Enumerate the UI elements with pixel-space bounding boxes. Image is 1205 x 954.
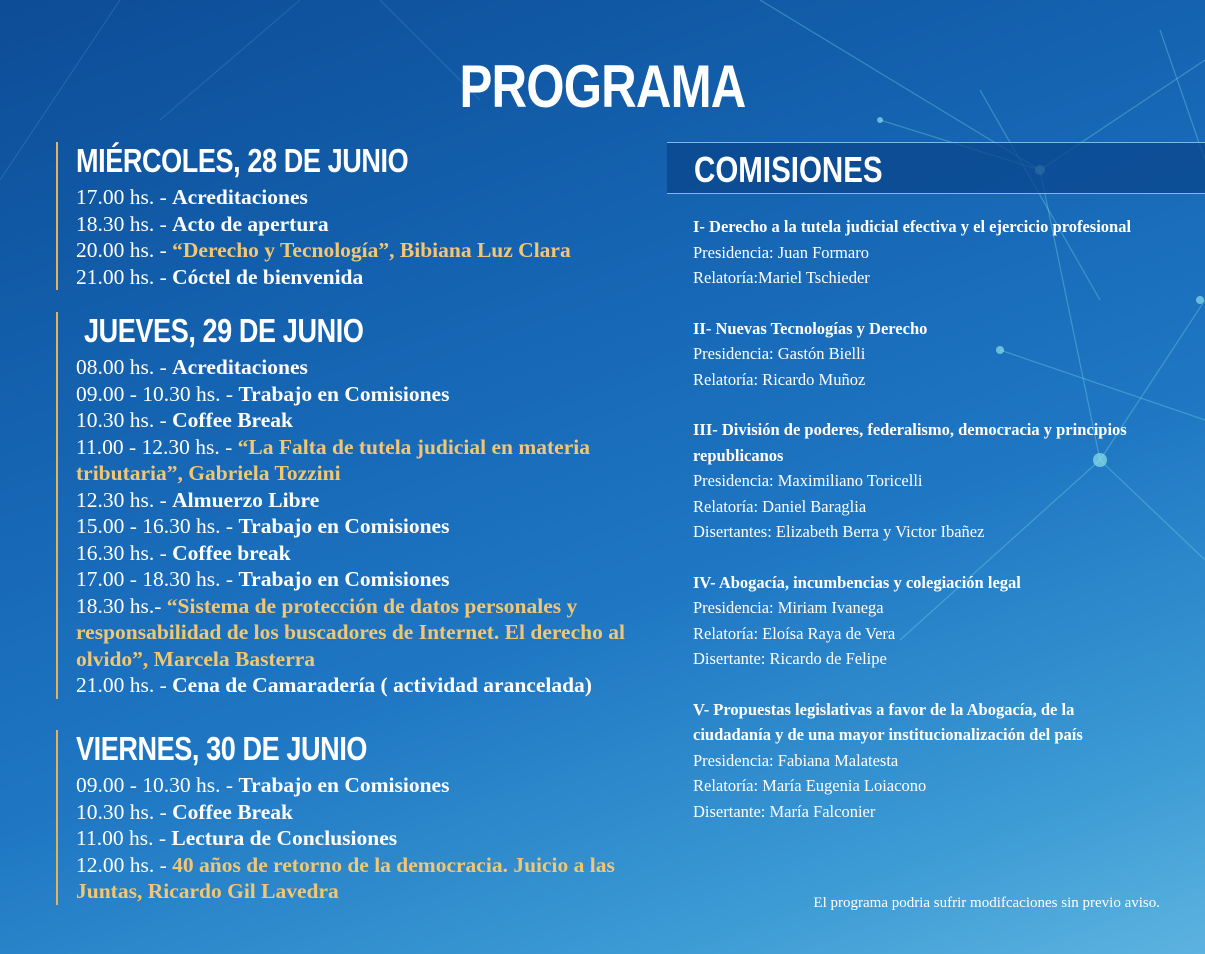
- schedule-activity: Trabajo en Comisiones: [238, 567, 450, 591]
- schedule-activity: “La Falta de tutela judicial en materia tributaria”, Gabriela Tozzini: [76, 434, 590, 485]
- schedule-activity: Trabajo en Comisiones: [238, 773, 450, 797]
- schedule-activity: Coffee Break: [172, 408, 293, 432]
- schedule-item: [76, 237, 636, 264]
- schedule-time: 11.00 hs. -: [76, 826, 172, 850]
- schedule-item: [76, 772, 636, 799]
- schedule-item: [76, 566, 636, 593]
- schedule-activity: Acreditaciones: [172, 355, 308, 379]
- comision-title: II- Nuevas Tecnologías y Derecho: [693, 318, 928, 338]
- schedule-time: 12.00 hs. -: [76, 852, 173, 877]
- comision-title: I- Derecho a la tutela judicial efectiva y el ejercicio profesional: [693, 217, 1132, 236]
- schedule-time: 11.00 - 12.30 hs. -: [76, 434, 238, 459]
- disclaimer-note: El programa podria sufrir modifcaciones sin previo aviso.: [813, 895, 1160, 911]
- schedule-time: 17.00 hs. -: [76, 185, 173, 209]
- schedule-activity: “Derecho y Tecnología”, Bibiana Luz Clara: [172, 238, 571, 262]
- comision-detail: Presidencia: Fabiana Malatesta: [693, 750, 899, 770]
- schedule-time: 10.30 hs. -: [76, 408, 173, 432]
- schedule-item: [76, 211, 636, 238]
- comision-detail: Presidencia: Juan Formaro: [693, 242, 869, 262]
- schedule-time: 17.00 - 18.30 hs. -: [76, 567, 239, 591]
- schedule-activity: Trabajo en Comisiones: [238, 381, 450, 406]
- comision-item: [693, 417, 1133, 545]
- comision-item: [693, 214, 1133, 291]
- page-title: PROGRAMA: [459, 53, 746, 120]
- schedule-list: [76, 354, 636, 699]
- schedule-activity: 40 años de retorno de la democracia. Juicio a las Juntas, Ricardo Gil Lavedra: [76, 852, 615, 903]
- schedule-item: [76, 513, 636, 540]
- comision-detail: Relatoría: Daniel Baraglia: [693, 496, 867, 516]
- comision-detail: Presidencia: Maximiliano Toricelli: [693, 471, 923, 490]
- schedule-time: 15.00 - 16.30 hs. -: [76, 514, 239, 538]
- day-title: MIÉRCOLES, 28 DE JUNIO: [76, 142, 409, 179]
- comision-detail: Disertantes: Elizabeth Berra y Victor Ibañez: [693, 522, 985, 541]
- day-block-friday: [56, 730, 636, 905]
- comision-detail: Disertante: María Falconier: [693, 801, 876, 821]
- schedule-activity: Acto de apertura: [172, 211, 329, 236]
- comision-detail: Relatoría: María Eugenia Loiacono: [693, 776, 927, 795]
- comisiones-title: COMISIONES: [694, 149, 883, 190]
- schedule-item: [76, 852, 636, 905]
- schedule-activity: Coffee break: [172, 540, 291, 565]
- comision-detail: Relatoría: Ricardo Muñoz: [693, 369, 866, 389]
- schedule-time: 10.30 hs. -: [76, 799, 173, 824]
- comisiones-header: [667, 142, 1205, 194]
- day-block-thursday: [56, 312, 636, 699]
- schedule-item: [76, 487, 636, 514]
- comision-item: [693, 570, 1133, 672]
- schedule-time: 16.30 hs. -: [76, 540, 173, 565]
- schedule-item: [76, 381, 636, 408]
- comision-title: V- Propuestas legislativas a favor de la Abogacía, de la ciudadanía y de una mayor institucionalización del país: [693, 699, 1083, 744]
- schedule-activity: “Sistema de protección de datos personales y responsabilidad de los buscadores de Internet. El derecho al olvido”, Marcela Basterra: [76, 593, 625, 671]
- schedule-time: 21.00 hs. -: [76, 264, 173, 289]
- comision-detail: Presidencia: Gastón Bielli: [693, 344, 866, 363]
- comision-item: [693, 697, 1133, 825]
- schedule-activity: Cena de Camaradería ( actividad arancelada): [172, 673, 592, 697]
- comision-title: III- División de poderes, federalismo, democracia y principios republicanos: [693, 420, 1127, 465]
- schedule-list: [76, 184, 636, 290]
- comision-detail: Disertante: Ricardo de Felipe: [693, 649, 887, 668]
- schedule-item: [76, 825, 636, 852]
- schedule-time: 18.30 hs. -: [76, 211, 173, 236]
- comision-item: [693, 316, 1133, 393]
- schedule-item: [76, 264, 636, 291]
- schedule-activity: Lectura de Conclusiones: [171, 826, 398, 850]
- schedule-activity: Trabajo en Comisiones: [238, 514, 450, 538]
- schedule-activity: Acreditaciones: [172, 185, 308, 209]
- schedule-list: [76, 772, 636, 905]
- comision-detail: Relatoría: Eloísa Raya de Vera: [693, 623, 896, 643]
- comision-detail: Relatoría:Mariel Tschieder: [693, 268, 870, 287]
- schedule-time: 20.00 hs. -: [76, 238, 173, 262]
- schedule-time: 12.30 hs. -: [76, 487, 173, 512]
- schedule-item: [76, 434, 636, 487]
- schedule-activity: Almuerzo Libre: [172, 487, 320, 512]
- schedule-time: 09.00 - 10.30 hs. -: [76, 381, 239, 406]
- day-title: JUEVES, 29 DE JUNIO: [84, 312, 364, 349]
- schedule-item: [76, 672, 636, 699]
- comision-detail: Presidencia: Miriam Ivanega: [693, 598, 884, 617]
- schedule-activity: Cóctel de bienvenida: [172, 264, 364, 289]
- schedule-item: [76, 593, 636, 673]
- comisiones-list: [693, 214, 1133, 849]
- comision-title: IV- Abogacía, incumbencias y colegiación legal: [693, 572, 1021, 592]
- schedule-time: 08.00 hs. -: [76, 355, 173, 379]
- schedule-item: [76, 540, 636, 567]
- schedule-time: 09.00 - 10.30 hs. -: [76, 773, 239, 797]
- schedule-item: [76, 407, 636, 434]
- schedule-time: 18.30 hs.-: [76, 593, 167, 618]
- day-title: VIERNES, 30 DE JUNIO: [76, 730, 368, 767]
- schedule-activity: Coffee Break: [172, 799, 293, 824]
- day-block-wednesday: [56, 142, 636, 290]
- schedule-item: [76, 799, 636, 826]
- schedule-item: [76, 184, 636, 211]
- schedule-time: 21.00 hs. -: [76, 673, 173, 697]
- schedule-item: [76, 354, 636, 381]
